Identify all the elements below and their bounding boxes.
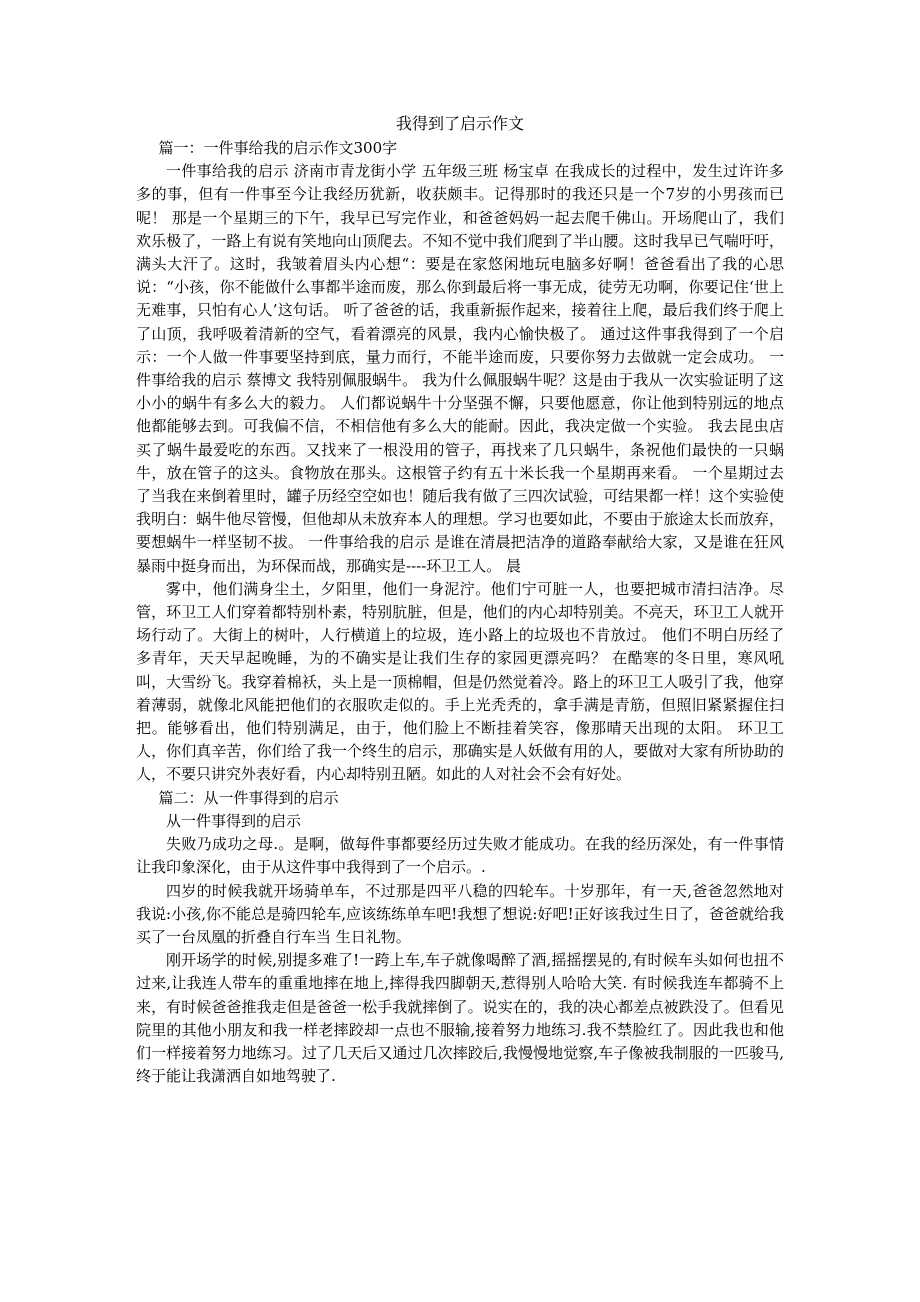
section1-paragraph-2: 雾中，他们满身尘土，夕阳里，他们一身泥泞。他们宁可脏一人，也要把城市清扫洁净。尽管，环卫工人们穿着都特别朴素，特别肮脏，但是，他们的内心却特别美。不亮天，环卫工人就开场行动了。大街上的树叶，人行横道上的垃圾，连小路上的垃圾也不肯放过。 他们不明白历经了多青年，天天早起晚睡，为的不确实是让我们生存的家园更漂亮吗？ 在酷寒的冬日里，寒风吼叫，大雪纷飞。我穿着棉袄，头上是一顶棉帽，但是仍然觉着冷。路上的环卫工人吸引了我，他穿着薄弱，就像北风能把他们的衣服吹走似的。手上光秃秃的，拿手满是青筋，但照旧紧紧握住扫把。能够看出，他们特别满足，由于，他们脸上不断挂着笑容，像那晴天出现的太阳。 环卫工人，你们真辛苦，你们给了我一个终生的启示，那确实是人妖做有用的人，要做对大家有所协助的人，不要只讲究外表好看，内心却特别丑陋。如此的人对社会不会有好处。 xyxy=(136,579,784,784)
section2-heading: 篇二：从一件事得到的启示 xyxy=(158,788,339,807)
section1-paragraph-1: 一件事给我的启示 济南市青龙街小学 五年级三班 杨宝卓 在我成长的过程中，发生过许许多多的事，但有一件事至今让我经历犹新，收获颇丰。记得那时的我还只是一个7岁的小男孩而已呢！ 那是一个星期三的下午，我早已写完作业，和爸爸妈妈一起去爬千佛山。开场爬山了，我们欢乐极了，一路上有说有笑地向山顶爬去。不知不觉中我们爬到了半山腰。这时我早已气喘吁吁，满头大汗了。这时，我皱着眉头内心想“：要是在家悠闲地玩电脑多好啊！爸爸看出了我的心思说：“小孩，你不能做什么事都半途而废，那么你到最后将一事无成，徒劳无功啊，你要记住‘世上无难事，只怕有心人’这句话。 听了爸爸的话，我重新振作起来，接着往上爬，最后我们终于爬上了山顶，我呼吸着清新的空气，看着漂亮的风景，我内心愉快极了。 通过这件事我得到了一个启示：一个人做一件事要坚持到底，量力而行，不能半途而废，只要你努力去做就一定会成功。 一件事给我的启示 蔡博文 我特别佩服蜗牛。 我为什么佩服蜗牛呢？这是由于我从一次实验证明了这小小的蜗牛有多么大的毅力。 人们都说蜗牛十分坚强不懈，只要他愿意，你让他到特别远的地点他都能够去到。可我偏不信，不相信他有多么大的能耐。因此，我决定做一个实验。 我去昆虫店买了蜗牛最爱吃的东西。又找来了一根没用的管子，再找来了几只蜗牛，条祝他们最快的一只蜗牛，放在管子的这头。食物放在那头。这根管子约有五十米长我一个星期再来看。 一个星期过去了当我在来倒着里时，罐子历经空空如也！随后我有做了三四次试验，可结果都一样！这个实验使我明白：蜗牛他尽管慢，但他却从未放弃本人的理想。学习也要如此，不要由于旅途太长而放弃，要想蜗牛一样坚韧不拔。 一件事给我的启示 是谁在清晨把洁净的道路奉献给大家，又是谁在狂风暴雨中挺身而出，为环保而战，那确实是----环卫工人。 晨 xyxy=(136,162,784,575)
section1-heading: 篇一：一件事给我的启示作文300字 xyxy=(158,139,398,157)
section2-paragraph-1: 失败乃成功之母.。是啊，做每件事都要经历过失败才能成功。在我的经历深处，有一件事情让我印象深化，由于从这件事中我得到了一个启示。. xyxy=(136,835,784,877)
document-page xyxy=(136,112,784,1088)
document-title: 我得到了启示作文 xyxy=(395,114,524,133)
section2-paragraph-2: 四岁的时候我就开场骑单车，不过那是四平八稳的四轮车。十岁那年，有一天,爸爸忽然地对我说:小孩,你不能总是骑四轮车,应该练练单车吧!我想了想说:好吧!正好该我过生日了，爸爸就给我买了一台凤凰的折叠自行车当 生日礼物。 xyxy=(136,881,784,946)
section2-paragraph-3: 刚开场学的时候,别提多难了!一跨上车,车子就像喝醉了酒,摇摇摆晃的,有时候车头如何也扭不过来,让我连人带车的重重地摔在地上,摔得我四脚朝天,惹得别人哈哈大笑. 有时候我连车都骑不上来，有时候爸爸推我走但是爸爸一松手我就摔倒了。说实在的，我的决心都差点被跌没了。但看见院里的其他小朋友和我一样老摔跤却一点也不服输,接着努力地练习.我不禁脸红了。因此我也和他们一样接着努力地练习。过了几天后又通过几次摔跤后,我慢慢地觉察,车子像被我制服的一匹骏马,终于能让我潇洒自如地驾驶了. xyxy=(136,951,784,1086)
section2-subheading: 从一件事得到的启示 xyxy=(166,811,302,830)
